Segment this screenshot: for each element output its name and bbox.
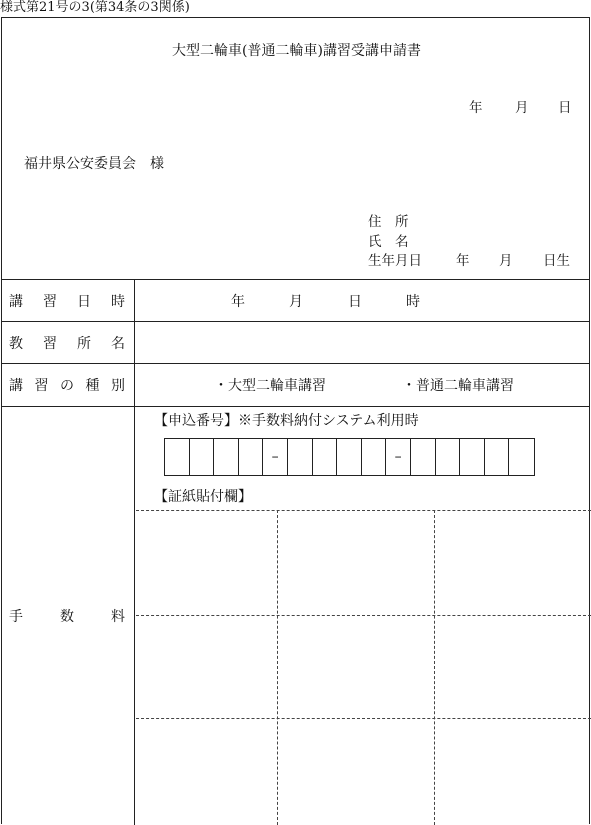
address-label: 住 所 [368, 214, 409, 230]
label-fee: 手 数 料 [9, 609, 125, 625]
application-number-digit[interactable] [313, 439, 338, 475]
divider [2, 406, 589, 407]
name-label: 氏 名 [368, 234, 409, 250]
date-month: 月 [515, 100, 529, 116]
dob-month: 月 [499, 253, 513, 269]
form-id: 様式第21号の3(第34条の3関係) [0, 0, 190, 15]
application-number-digit[interactable] [239, 439, 264, 475]
label-lecture-datetime: 講 習 日 時 [9, 294, 125, 310]
stamp-grid-line [136, 718, 591, 719]
application-number-separator: – [386, 439, 411, 475]
application-number-digit[interactable] [214, 439, 239, 475]
application-form [1, 17, 590, 824]
lecture-hour: 時 [406, 294, 420, 310]
stamp-area-label: 【証紙貼付欄】 [154, 489, 252, 505]
divider [2, 279, 589, 280]
option-large-motorcycle[interactable]: ・大型二輪車講習 [214, 378, 326, 394]
application-number-digit[interactable] [362, 439, 387, 475]
application-number-digit[interactable] [165, 439, 190, 475]
divider [2, 321, 589, 322]
divider [2, 363, 589, 364]
label-lecture-type: 講 習 の 種 別 [9, 378, 125, 394]
application-number-digit[interactable] [509, 439, 534, 475]
application-number-field[interactable] [164, 438, 535, 476]
date-day: 日 [558, 100, 572, 116]
lecture-year: 年 [231, 294, 245, 310]
lecture-day: 日 [348, 294, 362, 310]
dob-label: 生年月日 [368, 253, 422, 269]
addressee: 福井県公安委員会 様 [24, 156, 164, 172]
application-number-digit[interactable] [337, 439, 362, 475]
application-number-digit[interactable] [190, 439, 215, 475]
stamp-grid-line [277, 510, 278, 825]
application-number-digit[interactable] [485, 439, 510, 475]
dob-year: 年 [456, 253, 470, 269]
application-number-digit[interactable] [460, 439, 485, 475]
lecture-month: 月 [289, 294, 303, 310]
date-year: 年 [469, 100, 483, 116]
option-normal-motorcycle[interactable]: ・普通二輪車講習 [402, 378, 514, 394]
stamp-grid-line [434, 510, 435, 825]
application-number-digit[interactable] [411, 439, 436, 475]
stamp-grid-line [136, 615, 591, 616]
column-divider [134, 279, 135, 825]
form-title: 大型二輪車(普通二輪車)講習受講申請書 [172, 43, 421, 59]
application-number-separator: – [263, 439, 288, 475]
dob-day: 日生 [543, 253, 570, 269]
label-driving-school: 教 習 所 名 [9, 336, 125, 352]
application-number-digit[interactable] [288, 439, 313, 475]
application-number-label: 【申込番号】※手数料納付システム利用時 [154, 413, 419, 429]
application-number-digit[interactable] [436, 439, 461, 475]
stamp-grid-line [136, 510, 591, 511]
